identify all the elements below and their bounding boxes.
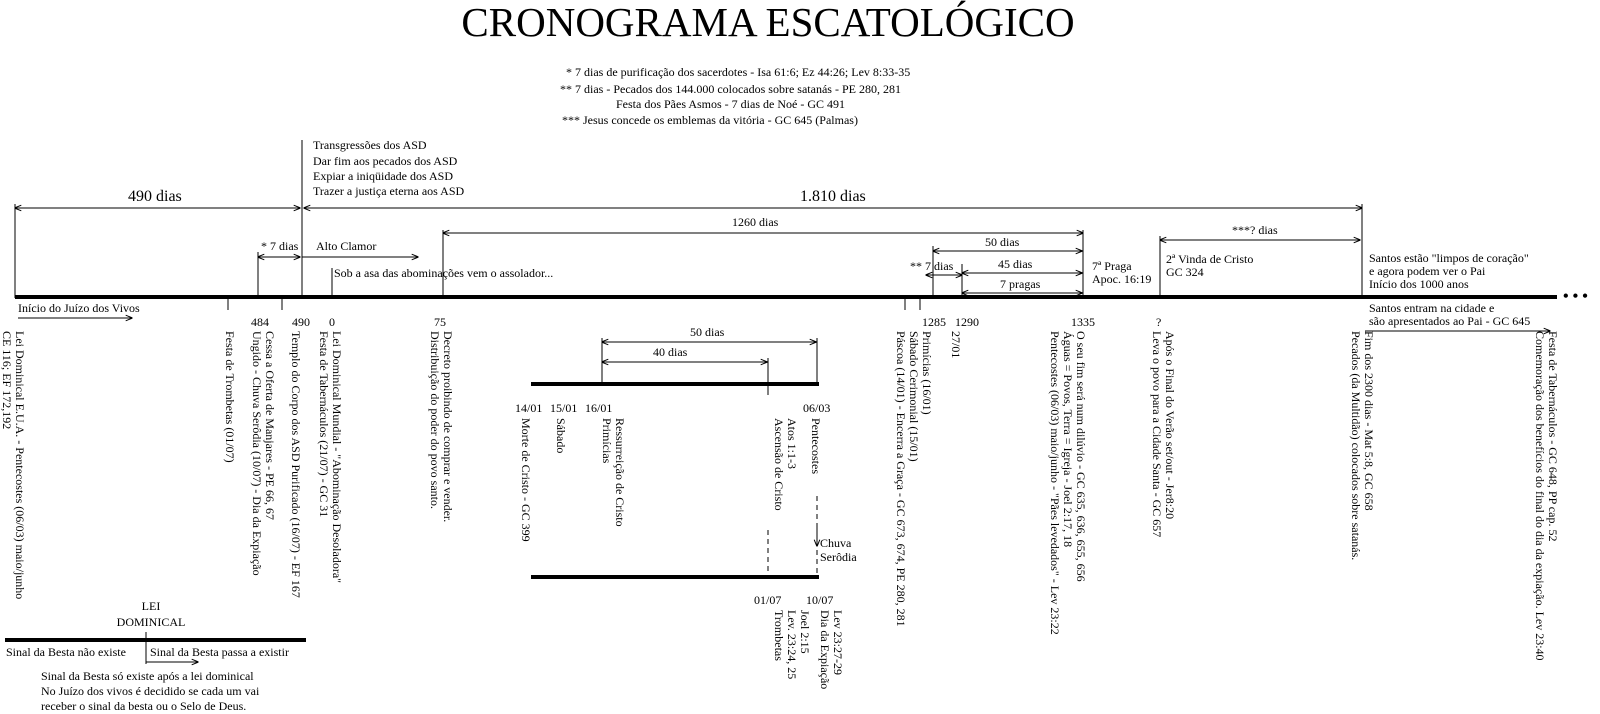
sub-timeline-bottom	[531, 575, 819, 579]
saints-enter-line: são apresentados ao Pai - GC 645	[1369, 314, 1531, 328]
second-coming-label: 2ª Vinda de Cristo	[1166, 252, 1254, 266]
vertical-label: Sábado Cerimonial (15/01)	[907, 331, 921, 462]
vertical-label: Páscoa (14/01) - Encerra a Graça - GC 673, 674, PE 280, 281	[894, 331, 908, 627]
sub-timeline-top	[531, 382, 819, 386]
vertical-label: Festa de Tabernáculos - GC 648, PP cap. 52	[1546, 331, 1560, 542]
span-7b-label: ** 7 dias	[910, 259, 954, 273]
lei-note: No Juízo dos vivos é decidido se cada um vai	[41, 684, 260, 698]
seven-plagues-label: 7 pragas	[1000, 277, 1041, 291]
vertical-label: Águas = Povos, Terra = Igreja - Joel 2:17, 18	[1061, 331, 1075, 548]
vertical-label-group	[1150, 331, 1177, 537]
lei-note: Sinal da Besta só existe após a lei dominical	[41, 669, 254, 683]
vertical-label-group	[428, 331, 455, 522]
lei-title: DOMINICAL	[116, 615, 186, 629]
sub-vertical-group	[772, 418, 799, 511]
sub-vertical-group	[554, 418, 568, 453]
sub-date: 06/03	[803, 401, 831, 415]
sub-vertical-group	[809, 418, 823, 474]
sub-date: 15/01	[550, 401, 578, 415]
vertical-label: Decreto proibindo de comprar e vender.	[441, 331, 455, 523]
sub-vertical-label: Atos 1:1-3	[785, 418, 799, 469]
transgression-line: Dar fim aos pecados dos ASD	[313, 154, 458, 168]
chuva-label: Serôdia	[820, 550, 857, 564]
vertical-label: Lei Dominical E.U.A. - Pentecostes (06/03) maio/junho	[13, 331, 27, 600]
sub-bottom-date: 10/07	[806, 593, 834, 607]
sub-vertical-label: Ascensão de Cristo	[772, 418, 786, 511]
sub-vertical-group	[600, 418, 627, 527]
sub-bottom-label: Trombetas	[772, 610, 786, 661]
saints-line: Início dos 1000 anos	[1369, 277, 1469, 291]
sub-vertical-label: Morte de Cristo - GC 399	[519, 418, 533, 542]
vertical-label: Após o Final do Verão set/out - Jer8:20	[1163, 331, 1177, 520]
vertical-label: Pentecostes (06/03) maio/junho - "Pães levedados" - Lev 23:22	[1048, 331, 1062, 635]
saints-line: e agora podem ver o Pai	[1369, 264, 1486, 278]
vertical-label: Ungido - Chuva Serôdia (10/07) - Dia da Expiação	[250, 331, 264, 576]
span-7-label: * 7 dias	[261, 239, 299, 253]
seventh-plague-ref: Apoc. 16:19	[1092, 272, 1152, 286]
vertical-label-group	[894, 331, 934, 627]
vertical-label-group	[0, 331, 27, 599]
note-victory-emblems: *** Jesus concede os emblemas da vitória - GC 645 (Palmas)	[562, 113, 858, 127]
span-1810-label: 1.810 dias	[800, 188, 866, 205]
sub-bottom-label: Joel 2:15	[798, 610, 812, 654]
vertical-label: Leva o povo para a Cidade Santa - GC 657	[1150, 331, 1164, 538]
lei-left-label: Sinal da Besta não existe	[6, 645, 126, 659]
lei-note: receber o sinal da besta ou o Selo de Deus.	[41, 699, 247, 713]
sub-span-40-label: 40 dias	[653, 345, 688, 359]
sub-bottom-group	[772, 610, 812, 679]
transgression-line: Transgressões dos ASD	[313, 138, 427, 152]
tick-label: 484	[251, 315, 269, 329]
sub-bottom-label: Dia da Expiação	[818, 610, 832, 690]
lei-title: LEI	[141, 599, 161, 613]
vertical-label: Festa de Tabernáculos (21/07) - GC 31	[317, 331, 331, 518]
alto-clamor-label: Alto Clamor	[316, 239, 377, 253]
sub-vertical-group	[519, 418, 533, 542]
sub-bottom-label: Lev 23:27-29	[831, 610, 845, 675]
vertical-label-group	[949, 331, 963, 358]
tick-label: 1290	[955, 315, 979, 329]
vertical-label: Comemoração dos benefícios do final do dia da expiação. Lev 23:40	[1533, 331, 1547, 661]
lei-timeline	[5, 638, 306, 642]
second-coming-ref: GC 324	[1166, 265, 1204, 279]
vertical-label: Distribuição do poder do povo santo.	[428, 331, 442, 509]
transgression-line: Trazer a justiça eterna aos ASD	[313, 184, 465, 198]
vertical-label: Primícias (16/01)	[920, 331, 934, 415]
seventh-plague-label: 7ª Praga	[1092, 259, 1132, 273]
sub-span-50-label: 50 dias	[690, 325, 725, 339]
span-1260-label: 1260 dias	[732, 215, 779, 229]
note-sins-144000: ** 7 dias - Pecados dos 144.000 colocados sobre satanás - PE 280, 281	[560, 82, 901, 96]
span-490-label: 490 dias	[128, 188, 182, 205]
tick-label: 75	[434, 315, 446, 329]
vertical-label-group	[1533, 331, 1560, 661]
vertical-label-group	[223, 331, 237, 463]
sub-vertical-label: Pentecostes	[809, 418, 823, 474]
page-title: CRONOGRAMA ESCATOLÓGICO	[461, 0, 1075, 45]
tick-label: 490	[292, 315, 310, 329]
saints-line: Santos estão "limpos de coração"	[1369, 251, 1529, 265]
span-50-top-label: 50 dias	[985, 235, 1020, 249]
sob-asa-label: Sob a asa das abominações vem o assolador...	[334, 266, 554, 280]
main-timeline	[15, 295, 1557, 299]
vertical-label: Cessa a Oferta de Manjares - PE 66, 67	[263, 331, 277, 520]
vertical-label-group	[1048, 331, 1088, 635]
saints-enter-line: Santos entram na cidade e	[1369, 301, 1495, 315]
sub-vertical-label: Ressurreição de Cristo	[613, 418, 627, 527]
sub-bottom-date: 01/07	[754, 593, 782, 607]
vertical-label: O seu fim será num dilúvio - GC 635, 636, 655, 656	[1074, 331, 1088, 582]
sub-vertical-label: Primícias	[600, 418, 614, 464]
vertical-label: Pecados (da Multidão) colocados sobre satanás.	[1349, 331, 1363, 561]
tick-label: 1285	[922, 315, 946, 329]
lei-right-label: Sinal da Besta passa a existir	[150, 645, 289, 659]
timeline-ellipsis: • • •	[1563, 288, 1588, 305]
tick-label: ?	[1156, 315, 1162, 329]
vertical-label: Lei Dominical Mundial - "Abominação Desoladora"	[330, 331, 344, 584]
sub-bottom-label: Lev. 23:24, 25	[785, 610, 799, 680]
vertical-label-group	[250, 331, 277, 576]
vertical-label-group	[317, 331, 344, 583]
note-purification: * 7 dias de purificação dos sacerdotes - Isa 61:6; Ez 44:26; Lev 8:33-35	[566, 65, 911, 79]
vertical-label-group	[289, 331, 303, 598]
tick-label: 1335	[1071, 315, 1095, 329]
transgression-line: Expiar a iniqüidade dos ASD	[313, 169, 453, 183]
vertical-label: Festa de Trombetas (01/07)	[223, 331, 237, 463]
tick-label: 0	[329, 315, 335, 329]
chuva-label: Chuva	[820, 536, 852, 550]
vertical-label: 27/01	[949, 331, 963, 359]
sub-vertical-label: Sábado	[554, 418, 568, 454]
span-45-label: 45 dias	[998, 257, 1033, 271]
vertical-label-group	[1349, 331, 1376, 560]
start-judgment-label: Início do Juízo dos Vivos	[18, 301, 140, 315]
vertical-label: Templo do Corpo dos ASD Purificado (16/07) - EF 167	[289, 331, 303, 598]
vertical-label: CE 116; EF 172,192	[0, 331, 14, 430]
note-unleavened-bread: Festa dos Pães Asmos - 7 dias de Noé - GC 491	[616, 97, 845, 111]
span-star3-label: ***? dias	[1232, 223, 1278, 237]
vertical-label: Fim dos 2300 dias - Mat 5:8, GC 658	[1362, 331, 1376, 511]
sub-date: 16/01	[585, 401, 613, 415]
sub-bottom-group	[818, 610, 845, 689]
sub-date: 14/01	[515, 401, 543, 415]
